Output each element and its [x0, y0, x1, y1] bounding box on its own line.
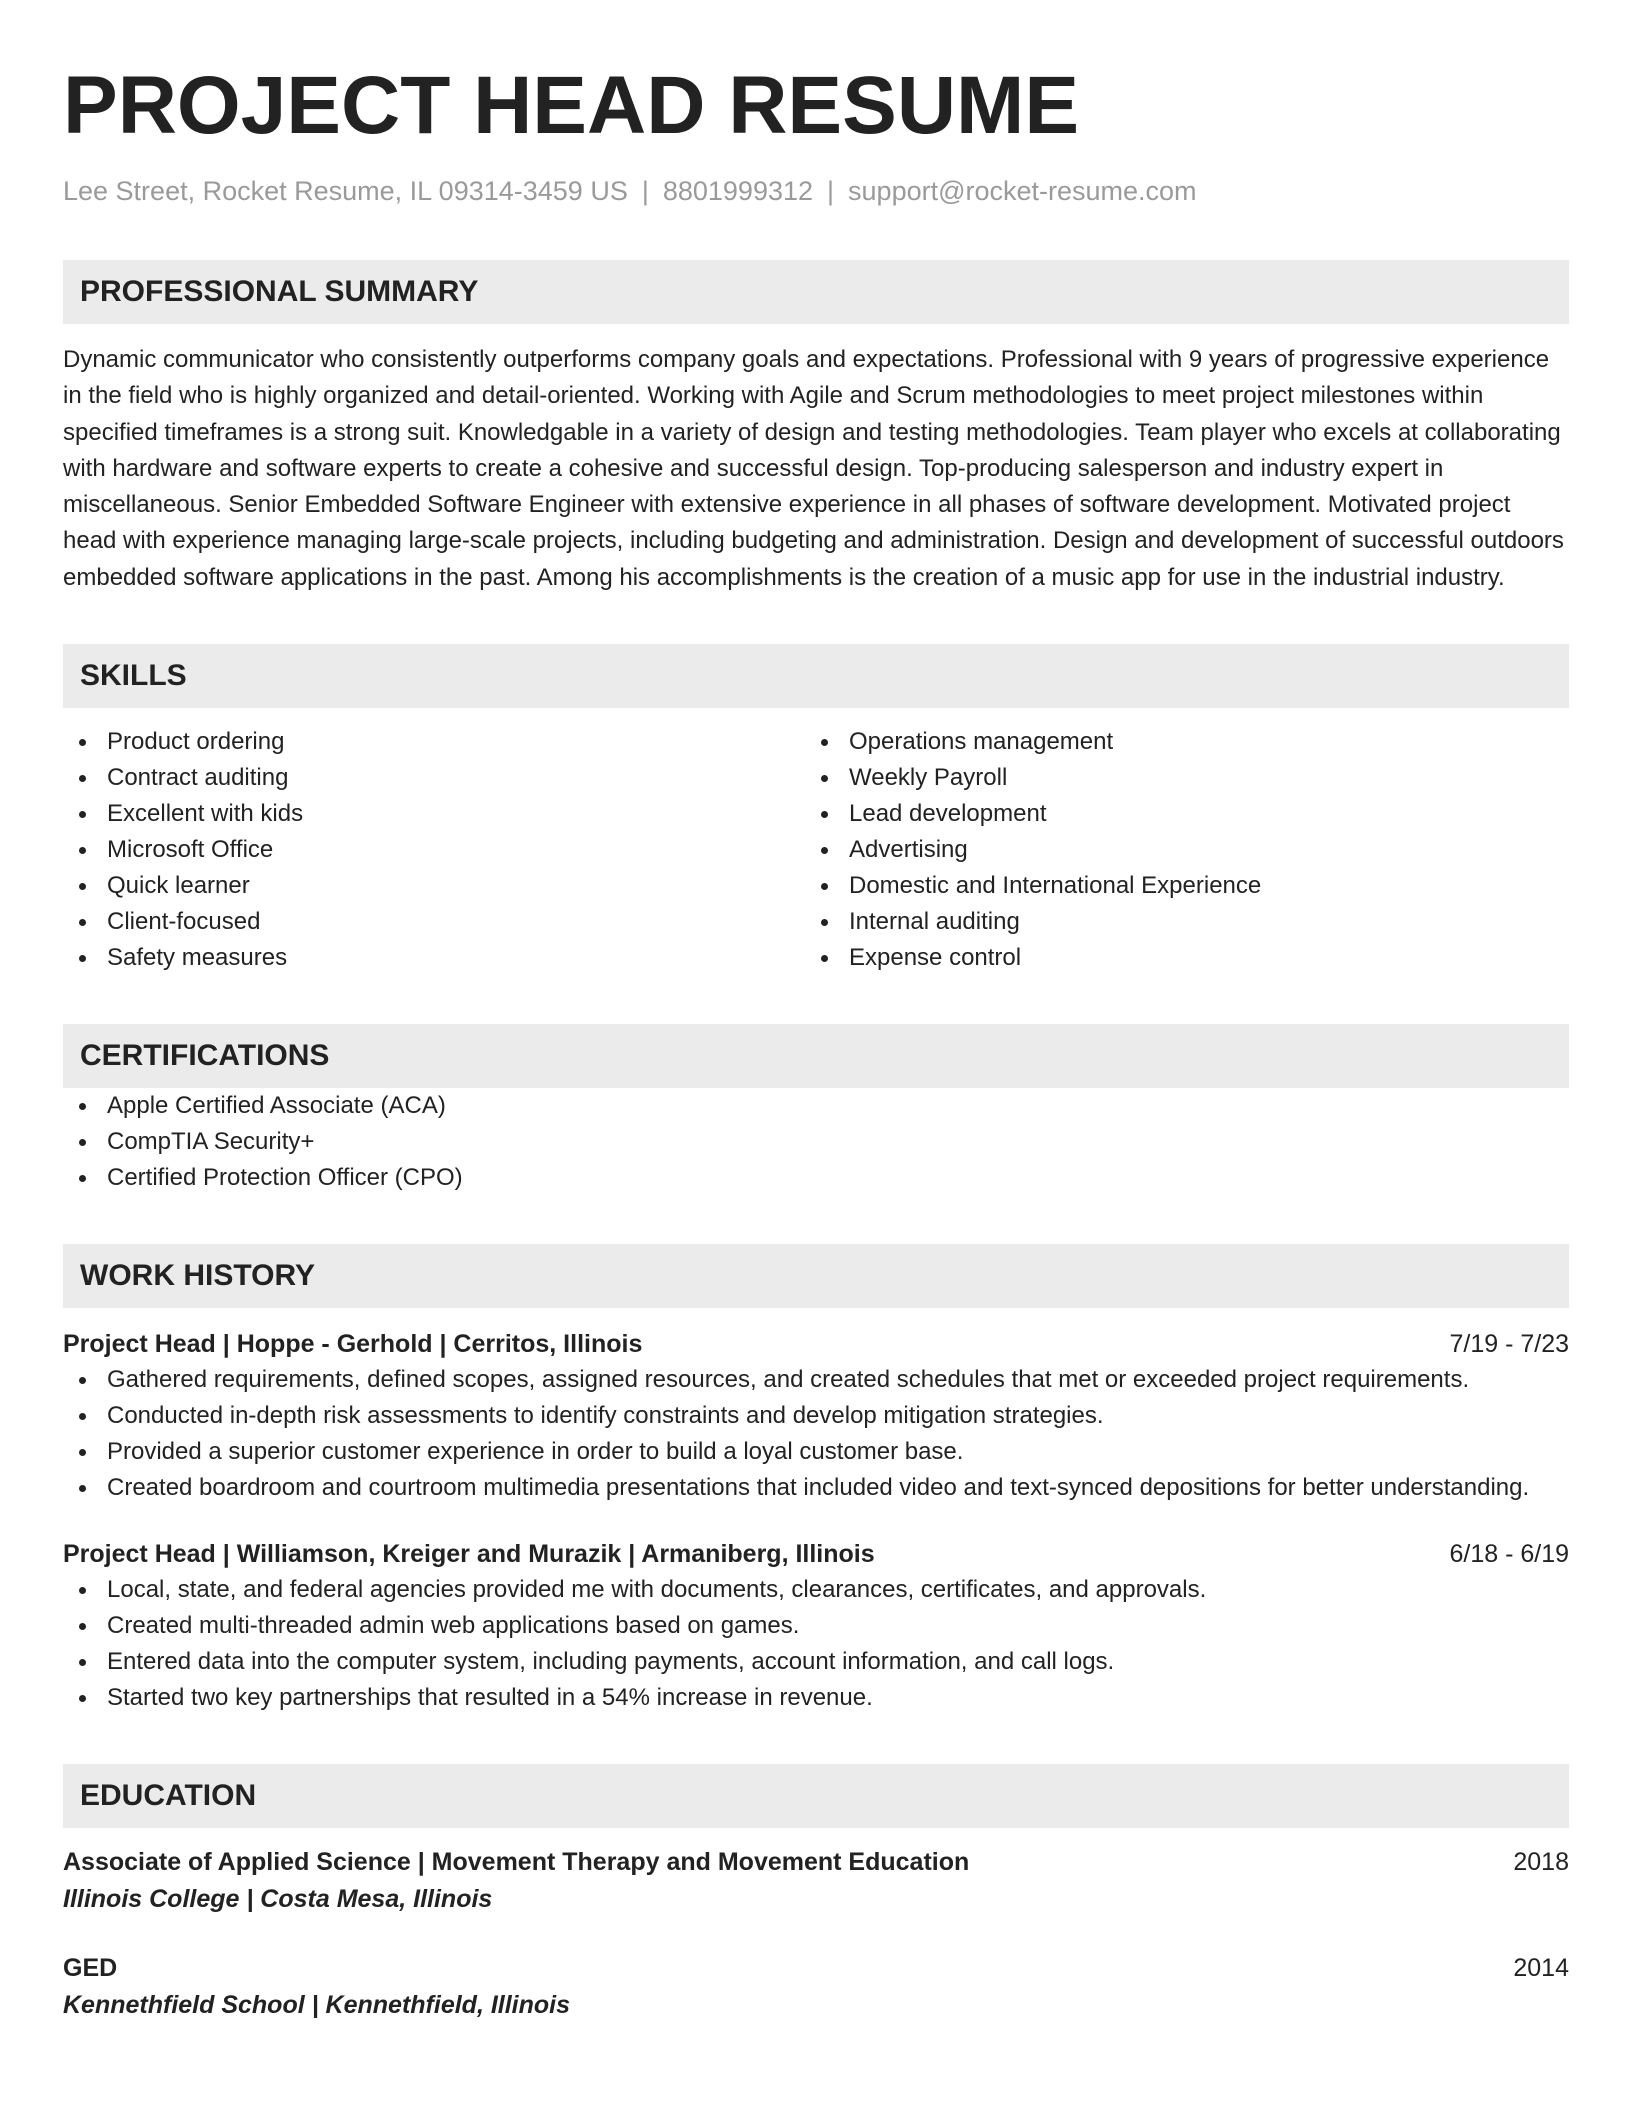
education-year: 2018 — [1513, 1848, 1569, 1877]
section-header-skills: SKILLS — [63, 644, 1569, 708]
certifications-list — [63, 1088, 1569, 1196]
job-bullet: Gathered requirements, defined scopes, assigned resources, and created schedules that met or exceeded project requirements. — [63, 1362, 1569, 1398]
education-degree: Associate of Applied Science | Movement Therapy and Movement Education — [63, 1848, 970, 1877]
skill-item: Contract auditing — [63, 760, 805, 796]
job-header — [63, 1326, 1569, 1362]
job-bullets — [63, 1362, 1569, 1506]
job-entry — [63, 1326, 1569, 1506]
job-dates: 6/18 - 6/19 — [1449, 1540, 1569, 1569]
skill-item: Advertising — [805, 832, 1547, 868]
job-bullet: Created boardroom and courtroom multimedia presentations that included video and text-synced depositions for better understanding. — [63, 1470, 1569, 1506]
resume-title: PROJECT HEAD RESUME — [63, 60, 1080, 151]
skill-item: Operations management — [805, 724, 1547, 760]
job-dates: 7/19 - 7/23 — [1449, 1330, 1569, 1359]
skills-list-right — [805, 724, 1547, 976]
job-bullet: Entered data into the computer system, including payments, account information, and call logs. — [63, 1644, 1569, 1680]
job-bullet: Provided a superior customer experience in order to build a loyal customer base. — [63, 1434, 1569, 1470]
skills-grid — [63, 724, 1569, 976]
certification-item: Certified Protection Officer (CPO) — [63, 1160, 1569, 1196]
skills-list-left — [63, 724, 805, 976]
section-header-summary: PROFESSIONAL SUMMARY — [63, 260, 1569, 324]
skill-item: Weekly Payroll — [805, 760, 1547, 796]
certification-item: CompTIA Security+ — [63, 1124, 1569, 1160]
contact-separator: | — [641, 176, 649, 206]
job-bullet: Local, state, and federal agencies provided me with documents, clearances, certificates, and approvals. — [63, 1572, 1569, 1608]
job-title: Project Head | Williamson, Kreiger and Murazik | Armaniberg, Illinois — [63, 1540, 875, 1569]
job-title: Project Head | Hoppe - Gerhold | Cerritos, Illinois — [63, 1330, 643, 1359]
skill-item: Lead development — [805, 796, 1547, 832]
skill-item: Excellent with kids — [63, 796, 805, 832]
job-bullet: Conducted in-depth risk assessments to identify constraints and develop mitigation strategies. — [63, 1398, 1569, 1434]
job-bullets — [63, 1572, 1569, 1716]
skill-item: Client-focused — [63, 904, 805, 940]
job-bullet: Started two key partnerships that resulted in a 54% increase in revenue. — [63, 1680, 1569, 1716]
contact-address: Lee Street, Rocket Resume, IL 09314-3459 US — [63, 176, 628, 206]
section-header-work-history: WORK HISTORY — [63, 1244, 1569, 1308]
education-school: Kennethfield School | Kennethfield, Illinois — [63, 1991, 571, 2020]
job-bullet: Created multi-threaded admin web applications based on games. — [63, 1608, 1569, 1644]
job-header — [63, 1536, 1569, 1572]
section-header-certifications: CERTIFICATIONS — [63, 1024, 1569, 1088]
section-header-education: EDUCATION — [63, 1764, 1569, 1828]
education-header — [63, 1844, 1569, 1880]
education-year: 2014 — [1513, 1954, 1569, 1983]
contact-email: support@rocket-resume.com — [848, 176, 1197, 206]
skill-item: Domestic and International Experience — [805, 868, 1547, 904]
education-degree: GED — [63, 1954, 118, 1983]
skill-item: Microsoft Office — [63, 832, 805, 868]
education-entry — [63, 1950, 1569, 2024]
education-school: Illinois College | Costa Mesa, Illinois — [63, 1885, 493, 1914]
skill-item: Safety measures — [63, 940, 805, 976]
contact-line — [63, 174, 1569, 208]
job-entry — [63, 1536, 1569, 1716]
skill-item: Quick learner — [63, 868, 805, 904]
skill-item: Internal auditing — [805, 904, 1547, 940]
contact-separator: | — [827, 176, 835, 206]
contact-phone: 8801999312 — [662, 176, 814, 206]
certification-item: Apple Certified Associate (ACA) — [63, 1088, 1569, 1124]
skill-item: Product ordering — [63, 724, 805, 760]
summary-text: Dynamic communicator who consistently outperforms company goals and expectations. Professional with 9 years of progressive experience in the field who is highly organized and detail-oriented. Working with Agile and Scrum methodologies to meet project milestones within specified timeframes is a strong suit. Knowledgable in a variety of design and testing methodologies. Team player who excels at collaborating with hardware and software experts to create a cohesive and successful design. Top-producing salesperson and industry expert in miscellaneous. Senior Embedded Software Engineer with extensive experience in all phases of software development. Motivated project head with experience managing large-scale projects, including budgeting and administration. Design and development of successful outdoors embedded software applications in the past. Among his accomplishments is the creation of a music app for use in the industrial industry. — [63, 346, 1564, 591]
skill-item: Expense control — [805, 940, 1547, 976]
education-entry — [63, 1844, 1569, 1918]
education-header — [63, 1950, 1569, 1986]
